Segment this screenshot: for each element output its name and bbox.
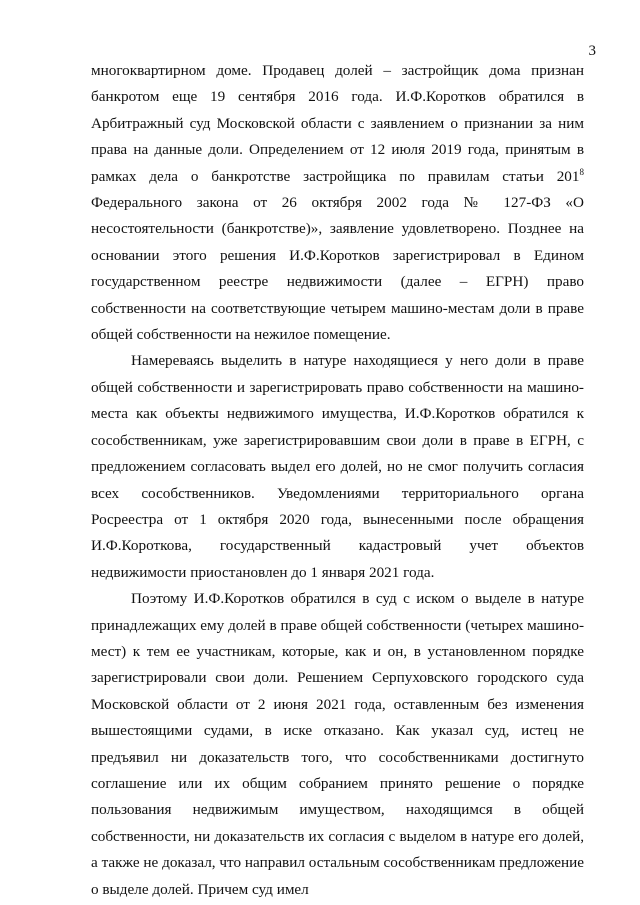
paragraph-3: Поэтому И.Ф.Коротков обратился в суд с иском о выделе в натуре принадлежащих ему долей в праве общей собственности (четырех машино-мест) к тем ее участникам, которые, как и он, в установленном порядке зарегистрировали свои доли. Решением Серпуховского городского суда Московской области от 2 июня 2021 года, оставленным без изменения вышестоящими судами, в иске отказано. Как указал суд, истец не предъявил ни доказательств того, что сособственниками достигнуто соглашение или их общим собранием принято решение о порядке пользования недвижимым имуществом, находящимся в общей собственности, ни доказательств их согласия с выделом в натуре его долей, а также не доказал, что направил остальным сособственникам предложение о выделе долей. Причем суд имел	[91, 590, 584, 898]
paragraph-2: Намереваясь выделить в натуре находящиеся у него доли в праве общей собственности и зарегистрировать право собственности на машино-места как объекты недвижимого имущества, И.Ф.Коротков обратился к сособственникам, уже зарегистрировавшим свои доли в праве в ЕГРН, с предложением согласовать выдел его долей, но не смог получить согласия всех сособственников. Уведомлениями территориального органа Росреестра от 1 октября 2020 года, вынесенными после обращения И.Ф.Короткова, государственный кадастровый учет объектов недвижимости приостановлен до 1 января 2021 года.	[91, 352, 584, 581]
document-body	[91, 58, 584, 903]
page-number: 3	[588, 43, 596, 59]
paragraph-1	[91, 58, 584, 348]
paragraph-1-text-end: Федерального закона от 26 октября 2002 года № 127-ФЗ «О несостоятельности (банкротстве)», заявление удовлетворено. Позднее на основании этого решения И.Ф.Коротков зарегистрировал в Едином государственном реестре недвижимости (далее – ЕГРН) право собственности на соответствующие четырем машино-местам доли в праве общей собственности на нежилое помещение.	[91, 194, 584, 344]
paragraph-1-text-start: многоквартирном доме. Продавец долей – застройщик дома признан банкротом еще 19 сентября 2016 года. И.Ф.Коротков обратился в Арбитражный суд Московской области с заявлением о признании за ним права на данные доли. Определением от 12 июля 2019 года, принятым в рамках дела о банкротстве застройщика по правилам статьи 201	[91, 62, 584, 185]
footnote-superscript: 8	[579, 166, 584, 177]
